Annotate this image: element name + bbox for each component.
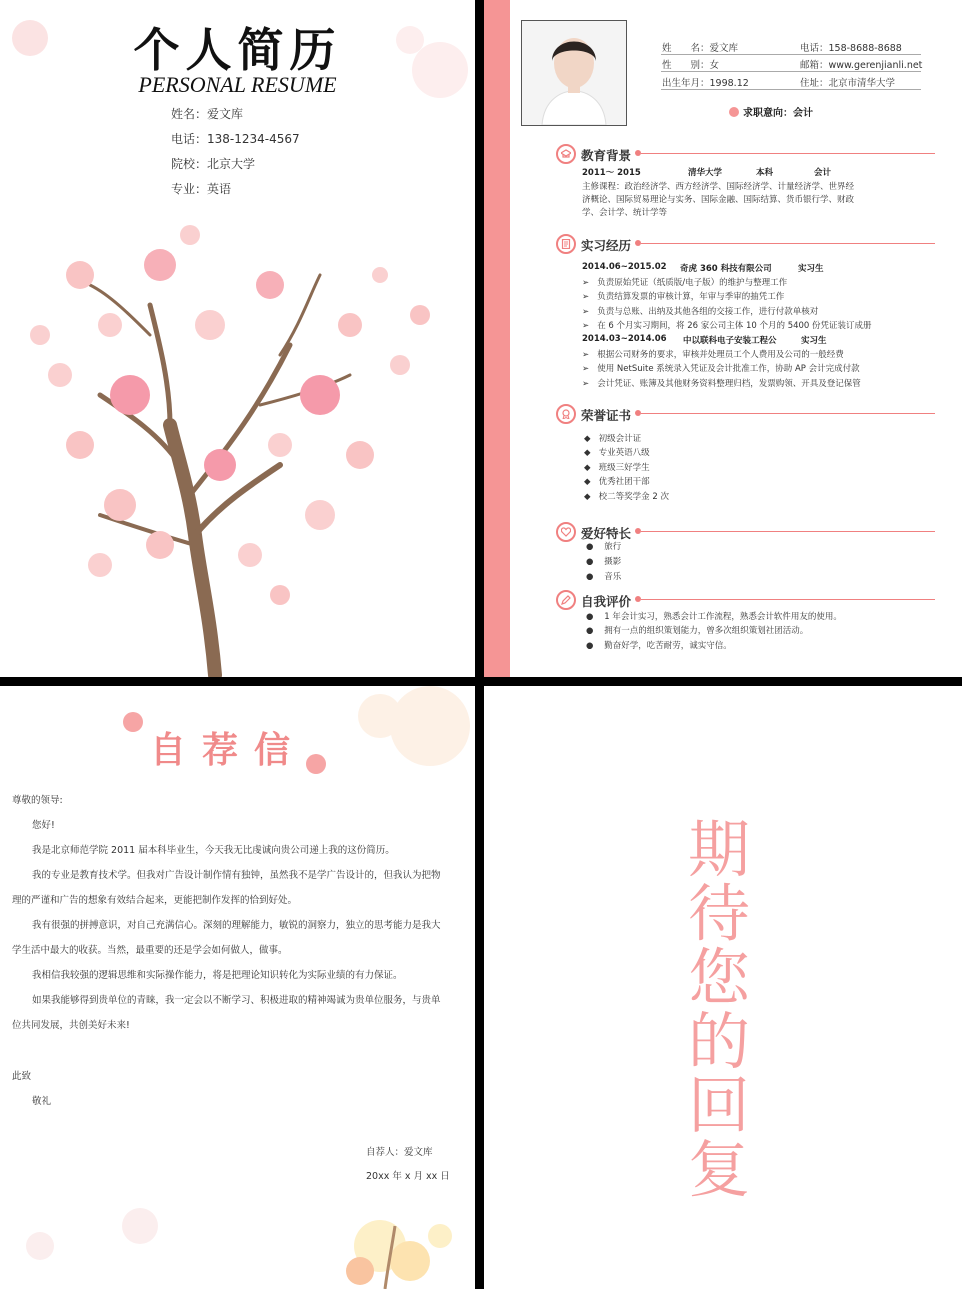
job-duty-item: ➢ 在 6 个月实习期间，将 26 家公司主体 10 个月的 5400 份凭证装订成册 bbox=[582, 321, 872, 331]
letter-hello: 您好! bbox=[32, 820, 55, 831]
letter-date: 20xx 年 x 月 xx 日 bbox=[366, 1171, 450, 1182]
hobby-item: ● 音乐 bbox=[586, 572, 622, 582]
job-duty-item: ➢ 负责与总账、出纳及其他各组的交接工作，进行付款单核对 bbox=[582, 307, 819, 317]
section-rule bbox=[641, 243, 935, 244]
honor-item: ◆ 优秀社团干部 bbox=[584, 477, 650, 487]
job-period: 2014.03~2014.06 bbox=[582, 334, 667, 344]
resume-page bbox=[484, 0, 962, 677]
job-role: 实习生 bbox=[798, 264, 824, 274]
edu-degree: 本科 bbox=[756, 168, 774, 178]
document-icon bbox=[556, 234, 576, 254]
job-role: 实习生 bbox=[801, 336, 827, 346]
section-rule bbox=[641, 153, 935, 154]
header-email: 邮箱：www.gerenjianli.net bbox=[800, 60, 923, 71]
honor-item: ◆ 初级会计证 bbox=[584, 434, 642, 444]
cover-school: 院校：北京大学 bbox=[171, 157, 256, 171]
header-divider bbox=[661, 54, 921, 55]
header-address: 住址：北京市清华大学 bbox=[800, 78, 896, 89]
honor-item: ◆ 班级三好学生 bbox=[584, 463, 650, 473]
letter-line: 我是北京师范学院 2011 届本科毕业生，今天我无比虔诚向贵公司递上我的这份简历。 bbox=[32, 845, 395, 856]
medal-icon bbox=[556, 404, 576, 424]
section-rule bbox=[641, 413, 935, 414]
header-name: 姓 名：爱文库 bbox=[662, 43, 739, 54]
letter-line: 我的专业是教育技术学。但我对广告设计制作情有独钟，虽然我不是学广告设计的，但我认为把物 bbox=[32, 870, 441, 881]
edu-period: 2011～ 2015 bbox=[582, 168, 641, 178]
edu-school: 清华大学 bbox=[688, 168, 723, 178]
hobby-item: ● 旅行 bbox=[586, 542, 622, 552]
evaluation-item: ● 1 年会计实习，熟悉会计工作流程，熟悉会计软件用友的使用。 bbox=[586, 612, 842, 622]
job-duty-item: ➢ 负责结算发票的审核计算，年审与季审的抽凭工作 bbox=[582, 292, 785, 302]
cover-page bbox=[0, 0, 475, 677]
cover-title: 个人简历 bbox=[133, 23, 342, 77]
header-phone: 电话：158-8688-8688 bbox=[800, 43, 902, 54]
letter-line: 如果我能够得到贵单位的青睐，我一定会以不断学习、积极进取的精神竭诚为贵单位服务，与贵单 bbox=[32, 995, 441, 1006]
section-rule bbox=[641, 599, 935, 600]
job-duty-item: ➢ 负责原始凭证（纸质版/电子版）的维护与整理工作 bbox=[582, 278, 788, 288]
header-gender: 性 别：女 bbox=[662, 60, 720, 71]
edit-icon bbox=[556, 590, 576, 610]
evaluation-item: ● 拥有一点的组织策划能力，曾多次组织策划社团活动。 bbox=[586, 626, 809, 636]
back-page bbox=[484, 686, 962, 1289]
letter-signer: 自荐人：爱文库 bbox=[366, 1147, 433, 1158]
objective-dot bbox=[729, 107, 739, 117]
job-duty-item: ➢ 会计凭证、账簿及其他财务资料整理归档，发票购领、开具及登记保管 bbox=[582, 379, 861, 389]
letter-line: 我相信我较强的逻辑思维和实际操作能力，将是把理论知识转化为实际业绩的有力保证。 bbox=[32, 970, 403, 981]
hobby-item: ● 摄影 bbox=[586, 557, 622, 567]
profile-photo bbox=[521, 20, 627, 126]
letter-closing: 敬礼 bbox=[32, 1096, 52, 1107]
accent-sidebar bbox=[484, 0, 510, 677]
letter-line: 位共同发展，共创美好未来! bbox=[12, 1020, 130, 1031]
section-title: 教育背景 bbox=[581, 148, 632, 163]
blossom-tree-illustration bbox=[20, 215, 460, 677]
letter-line: 我有很强的拼搏意识，对自己充满信心。深刻的理解能力，敏锐的洞察力，独立的思考能力是我大 bbox=[32, 920, 441, 931]
job-company: 中以联科电子安装工程公 bbox=[683, 336, 777, 346]
evaluation-item: ● 勤奋好学，吃苦耐劳，诚实守信。 bbox=[586, 641, 732, 651]
watercolor-background bbox=[0, 686, 475, 1289]
letter-closing: 此致 bbox=[12, 1071, 32, 1082]
closing-message: 期 待 您 的 回 复 bbox=[687, 813, 750, 1206]
cover-phone: 电话：138-1234-4567 bbox=[171, 132, 300, 146]
letter-greeting: 尊敬的领导: bbox=[12, 795, 63, 806]
header-divider bbox=[661, 71, 921, 72]
letter-title: 自荐信 bbox=[150, 729, 307, 771]
section-title: 荣誉证书 bbox=[581, 408, 632, 423]
job-duty-item: ➢ 使用 NetSuite 系统录入凭证及会计批准工作，协助 AP 会计完成付款 bbox=[582, 364, 860, 374]
header-divider bbox=[661, 89, 921, 90]
edu-courses-line: 主修课程：政治经济学、西方经济学、国际经济学、计量经济学、世界经 bbox=[582, 182, 855, 192]
edu-courses-line: 学、会计学、统计学等 bbox=[582, 208, 668, 218]
job-duty-item: ➢ 根据公司财务的要求，审核并处理员工个人费用及公司的一般经费 bbox=[582, 350, 844, 360]
edu-major: 会计 bbox=[814, 168, 832, 178]
section-rule bbox=[641, 531, 935, 532]
letter-line: 理的严谨和广告的想象有效结合起来，更能把制作发挥的恰到好处。 bbox=[12, 895, 298, 906]
honor-item: ◆ 专业英语八级 bbox=[584, 448, 650, 458]
job-period: 2014.06~2015.02 bbox=[582, 262, 667, 272]
job-objective: 求职意向：会计 bbox=[729, 104, 813, 119]
edu-courses-line: 济概论、国际贸易理论与实务、国际金融、国际结算、货币银行学、财政 bbox=[582, 195, 855, 205]
section-title: 爱好特长 bbox=[581, 526, 632, 541]
graduation-cap-icon bbox=[556, 144, 576, 164]
job-company: 奇虎 360 科技有限公司 bbox=[680, 264, 772, 274]
header-birth: 出生年月：1998.12 bbox=[662, 78, 749, 89]
letter-line: 学生活中最大的收获。当然，最重要的还是学会如何做人，做事。 bbox=[12, 945, 288, 956]
cover-major: 专业：英语 bbox=[171, 182, 232, 196]
cover-subtitle: PERSONAL RESUME bbox=[138, 72, 337, 97]
honor-item: ◆ 校二等奖学金 2 次 bbox=[584, 492, 669, 502]
section-title: 实习经历 bbox=[581, 238, 632, 253]
section-title: 自我评价 bbox=[581, 594, 632, 609]
cover-name: 姓名：爱文库 bbox=[171, 107, 244, 121]
heart-icon bbox=[556, 522, 576, 542]
cover-letter-page bbox=[0, 686, 475, 1289]
